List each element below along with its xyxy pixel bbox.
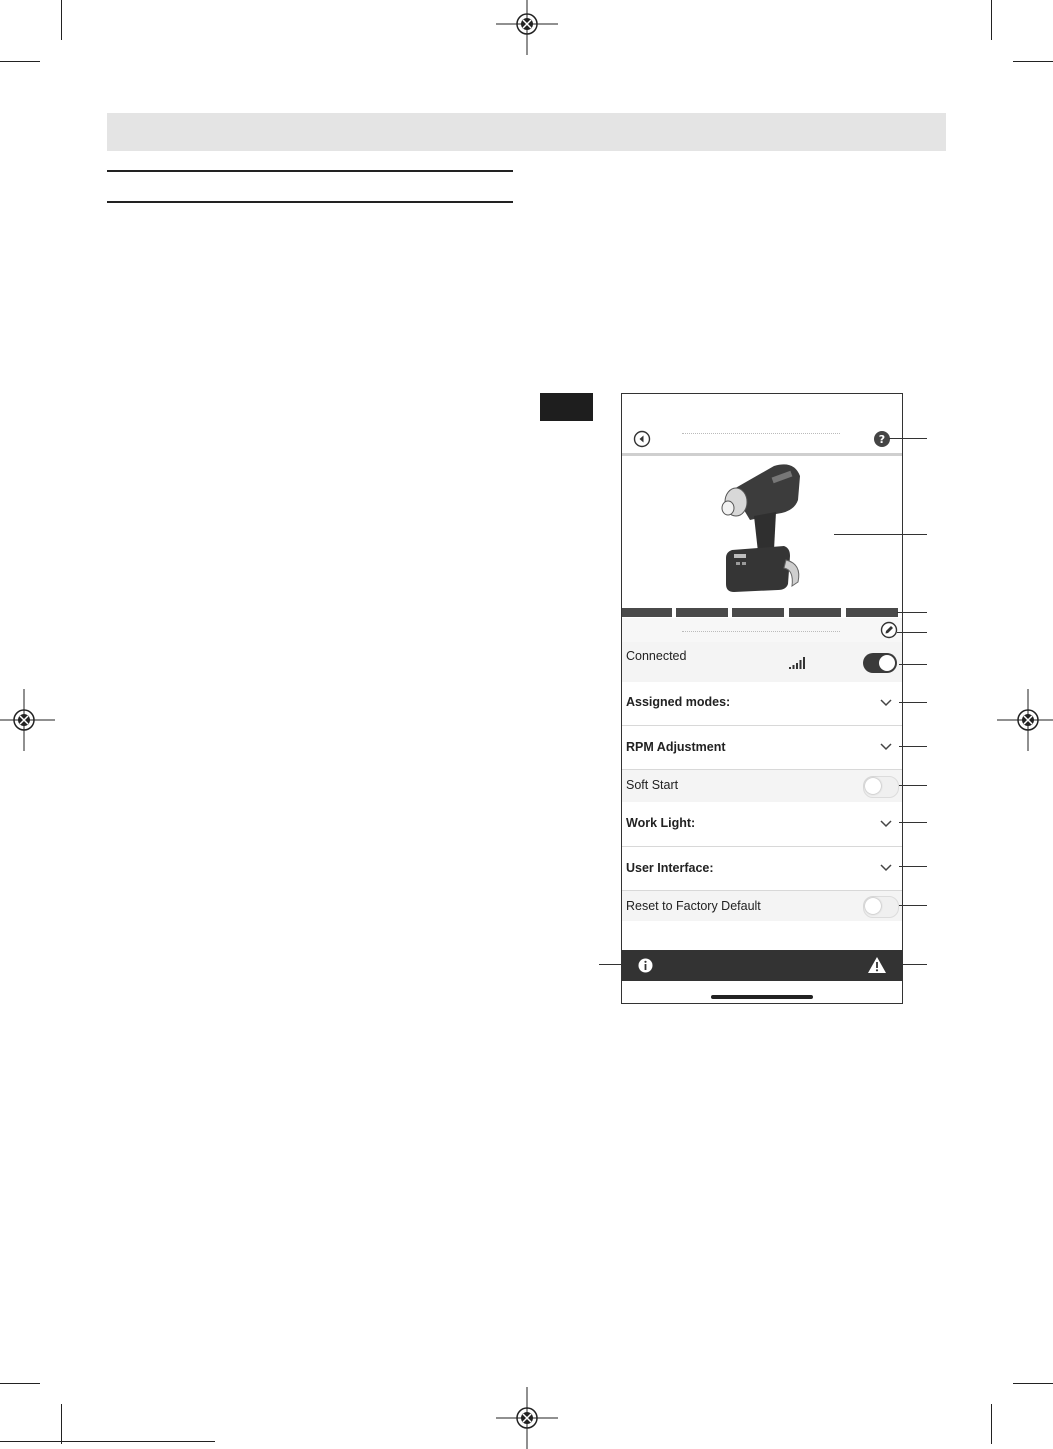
chevron-down-icon[interactable] xyxy=(879,698,893,708)
chevron-down-icon[interactable] xyxy=(879,742,893,752)
assigned-modes-row[interactable] xyxy=(622,682,902,725)
tool-image-area xyxy=(622,456,902,606)
chevron-down-icon[interactable] xyxy=(879,819,893,829)
soft-start-label: Soft Start xyxy=(626,778,679,792)
crop-mark xyxy=(991,0,992,40)
connected-label: Connected xyxy=(626,649,687,663)
home-indicator xyxy=(711,995,813,999)
mode-segment[interactable] xyxy=(622,608,672,617)
help-icon[interactable] xyxy=(873,430,891,448)
app-bottom-bar xyxy=(622,950,902,981)
registration-mark-icon xyxy=(496,0,558,55)
toggle-knob xyxy=(865,898,881,914)
footer-line xyxy=(0,1441,215,1442)
header-band xyxy=(107,113,946,151)
info-icon[interactable] xyxy=(637,957,654,974)
callout-line xyxy=(897,612,927,613)
soft-start-row xyxy=(622,770,902,802)
crop-mark xyxy=(991,1404,992,1444)
toggle-knob xyxy=(865,778,881,794)
connected-toggle[interactable] xyxy=(863,653,897,673)
callout-line xyxy=(899,746,927,747)
mode-segment[interactable] xyxy=(846,608,898,617)
crop-mark xyxy=(0,1383,40,1384)
mode-selector-strip xyxy=(622,606,902,618)
section-rule xyxy=(107,201,513,203)
callout-line xyxy=(899,822,927,823)
warning-triangle-icon[interactable] xyxy=(867,956,887,974)
crop-mark xyxy=(61,0,62,40)
callout-line xyxy=(899,664,927,665)
callout-line xyxy=(899,866,927,867)
rpm-adjustment-label: RPM Adjustment xyxy=(626,740,726,754)
phone-screen xyxy=(621,393,903,1004)
work-light-row[interactable] xyxy=(622,802,902,845)
callout-line xyxy=(886,964,927,965)
back-circle-icon[interactable] xyxy=(633,430,651,448)
callout-line xyxy=(599,964,637,965)
crop-mark xyxy=(1013,1383,1053,1384)
tool-name-row xyxy=(622,618,902,642)
reset-factory-default-row xyxy=(622,891,902,921)
reset-factory-default-label: Reset to Factory Default xyxy=(626,899,761,913)
reset-factory-default-toggle[interactable] xyxy=(863,896,899,918)
user-interface-label: User Interface: xyxy=(626,861,714,875)
rpm-adjustment-row[interactable] xyxy=(622,726,902,769)
crop-mark xyxy=(1013,61,1053,62)
tool-name-placeholder xyxy=(682,623,840,632)
toggle-knob xyxy=(879,655,895,671)
callout-line xyxy=(899,785,927,786)
section-rule xyxy=(107,170,513,172)
tool-name-placeholder xyxy=(682,433,840,442)
mode-segment[interactable] xyxy=(732,608,784,617)
crop-mark xyxy=(0,61,40,62)
pencil-edit-icon[interactable] xyxy=(880,621,898,639)
user-interface-row[interactable] xyxy=(622,847,902,890)
mode-segment[interactable] xyxy=(676,608,728,617)
callout-line xyxy=(899,905,927,906)
callout-line xyxy=(834,534,927,535)
soft-start-toggle[interactable] xyxy=(863,776,899,798)
callout-line xyxy=(889,438,927,439)
assigned-modes-label: Assigned modes: xyxy=(626,695,731,709)
registration-mark-icon xyxy=(0,689,55,751)
connected-row xyxy=(622,642,902,682)
work-light-label: Work Light: xyxy=(626,816,696,830)
signal-strength-icon xyxy=(788,656,806,670)
registration-mark-icon xyxy=(997,689,1053,751)
impact-driver-image xyxy=(714,460,810,594)
svg-text:?: ? xyxy=(878,433,886,446)
registration-mark-icon xyxy=(496,1387,558,1449)
callout-line xyxy=(897,632,927,633)
crop-mark xyxy=(61,1404,62,1444)
figure-tag xyxy=(540,393,593,421)
chevron-down-icon[interactable] xyxy=(879,863,893,873)
app-top-bar xyxy=(622,394,902,456)
callout-line xyxy=(899,702,927,703)
mode-segment[interactable] xyxy=(789,608,841,617)
